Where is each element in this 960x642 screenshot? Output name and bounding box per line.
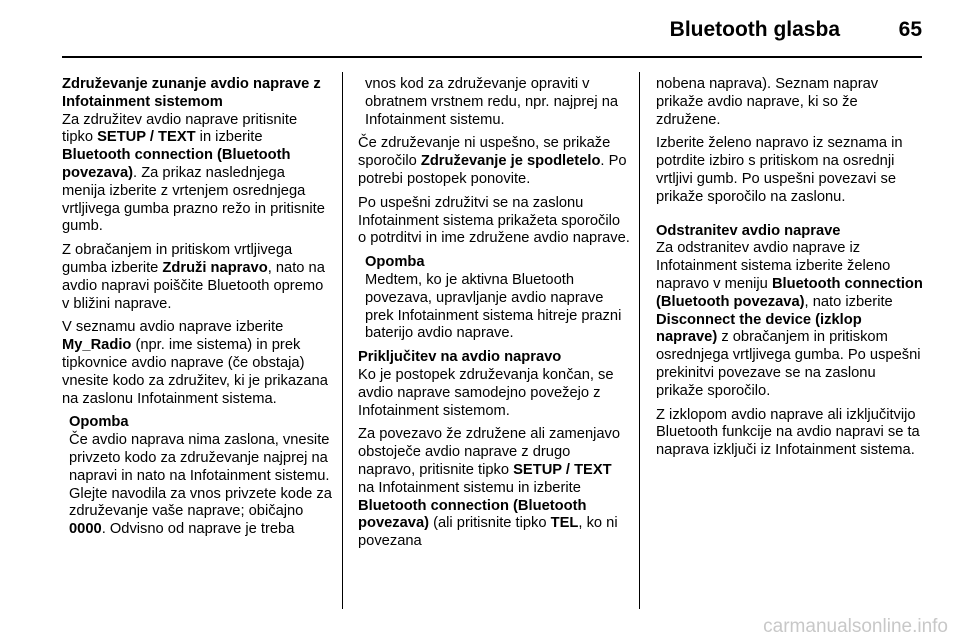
column-divider bbox=[639, 72, 640, 609]
note-text: Medtem, ko je aktivna Bluetooth povezava, upravljanje avdio naprave prek Infotainment sistema hitreje prazni baterijo avdio naprave. bbox=[365, 271, 622, 342]
key-label: SETUP / TEXT bbox=[513, 461, 612, 478]
page-header bbox=[62, 14, 922, 50]
heading-pairing: Združevanje zunanje avdio naprave z Infotainment sistemom bbox=[62, 76, 321, 110]
text: z obračanjem in pritiskom osrednjega vrtljivega gumba. Po uspešni prekinitvi povezave se na zaslonu prikaže sporočilo. bbox=[656, 329, 921, 399]
text: Z obračanjem in pritiskom vrtljivega gumba izberite bbox=[62, 242, 293, 276]
note-box bbox=[358, 254, 630, 343]
paragraph: Izberite želeno napravo iz seznama in potrdite izbiro s pritiskom na osrednji vrtljivi gumb. Po uspešni povezavi se prikaže sporočilo na zaslonu. bbox=[656, 135, 903, 205]
heading-remove: Odstranitev avdio naprave bbox=[656, 222, 841, 239]
note-heading: Opomba bbox=[69, 414, 129, 431]
watermark: carmanualsonline.info bbox=[763, 616, 948, 637]
text: Za združitev avdio naprave pritisnite tipko bbox=[62, 111, 298, 146]
text: . Za prikaz naslednjega menija izberite z vrtenjem osrednjega vrtljivega gumba prazno režo in pritisnite gumb. bbox=[62, 164, 325, 235]
default-code: 0000 bbox=[69, 521, 102, 538]
note-text bbox=[69, 432, 332, 539]
column-1 bbox=[62, 76, 332, 545]
paragraph: Z izklopom avdio naprave ali izključitvijo Bluetooth funkcije na avdio napravi se ta naprava izključi iz Infotainment sistema. bbox=[656, 406, 920, 459]
note-continuation bbox=[358, 76, 630, 129]
menu-label: Disconnect the device (izklop naprave) bbox=[656, 311, 862, 346]
text: in izberite bbox=[195, 129, 263, 146]
page-number: 65 bbox=[898, 18, 922, 41]
menu-label: Bluetooth connection (Bluetooth povezava) bbox=[358, 497, 587, 532]
text: . Odvisno od naprave je treba bbox=[101, 521, 295, 538]
menu-label: Združi napravo bbox=[162, 259, 268, 276]
paragraph bbox=[62, 112, 332, 237]
text: , nato izberite bbox=[804, 293, 893, 310]
menu-label: Bluetooth connection (Bluetooth povezava) bbox=[62, 147, 291, 181]
header-rule bbox=[62, 56, 922, 58]
key-label: TEL bbox=[550, 515, 579, 532]
text: (ali pritisnite tipko bbox=[429, 515, 551, 532]
text: Če združevanje ni uspešno, se prikaže sporočilo bbox=[358, 135, 611, 170]
key-label: SETUP / TEXT bbox=[97, 129, 196, 146]
paragraph bbox=[358, 426, 630, 551]
spacer bbox=[656, 213, 924, 223]
column-3 bbox=[656, 76, 924, 466]
text: V seznamu avdio naprave izberite bbox=[62, 319, 284, 336]
paragraph bbox=[62, 242, 332, 313]
text: na Infotainment sistemu in izberite bbox=[358, 479, 581, 496]
paragraph bbox=[62, 319, 332, 408]
column-2 bbox=[358, 76, 630, 557]
paragraph: Ko je postopek združevanja končan, se avdio naprave samodejno povežejo z Infotainment sistemom. bbox=[358, 366, 614, 419]
text: (npr. ime sistema) in prek tipkovnice avdio naprave (če obstaja) vnesite kodo za združitev, ki je prikazana na zaslonu Infotainment sistema. bbox=[62, 337, 328, 407]
text: Za odstranitev avdio naprave iz Infotainment sistema izberite želeno napravo v meniju bbox=[656, 240, 891, 292]
column-divider bbox=[342, 72, 343, 609]
paragraph: nobena naprava). Seznam naprav prikaže avdio naprave, ki so že združene. bbox=[656, 76, 879, 128]
note-box bbox=[62, 414, 332, 539]
paragraph bbox=[358, 135, 630, 188]
heading-connect: Priključitev na avdio napravo bbox=[358, 349, 562, 366]
menu-label: Bluetooth connection (Bluetooth povezava) bbox=[656, 275, 923, 310]
text: Za povezavo že združene ali zamenjavo obstoječe avdio naprave z drugo napravo, pritisnite tipko bbox=[358, 426, 621, 478]
note-text: vnos kod za združevanje opraviti v obratnem vrstnem redu, npr. najprej na Infotainment sistemu. bbox=[365, 76, 619, 128]
text: Če avdio naprava nima zaslona, vnesite privzeto kodo za združevanje najprej na napravi in nato na Infotainment sistemu. Glejte navodila za vnos privzete kode za združevanje vaše naprave; običajno bbox=[69, 432, 332, 520]
text: , ko ni povezana bbox=[358, 515, 618, 550]
section-title: Bluetooth glasba bbox=[669, 18, 840, 41]
text: , nato na avdio napravi poiščite Bluetooth opremo v bližini naprave. bbox=[62, 259, 325, 312]
paragraph bbox=[656, 240, 924, 400]
device-name: My_Radio bbox=[62, 337, 132, 354]
note-heading: Opomba bbox=[365, 254, 425, 271]
text: . Po potrebi postopek ponovite. bbox=[358, 153, 627, 187]
paragraph: Po uspešni združitvi se na zaslonu Infotainment sistema prikažeta sporočilo o potrditvi in ime združene avdio naprave. bbox=[358, 194, 630, 247]
message-label: Združevanje je spodletelo bbox=[420, 153, 601, 170]
